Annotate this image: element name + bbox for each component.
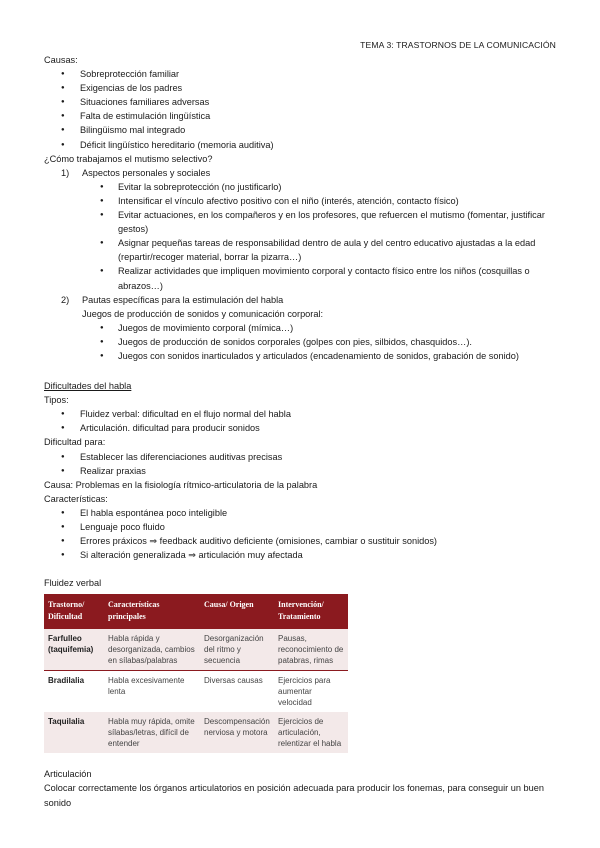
caracteristicas-list [44,506,564,562]
table-header-cell: Características principales [104,594,200,629]
table-cell: Habla rápida y desorganizada, cambios en sílabas/palabras [104,629,200,671]
articulacion-title: Articulación [44,769,92,780]
table-cell: Ejercicios para aumentar velocidad [274,671,348,713]
causas-title: Causas: [44,55,78,65]
causa-line: Causa: Problemas en la fisiología rítmico-articulatoria de la palabra [44,479,318,490]
dificultad-list [44,450,564,478]
mutismo-question: ¿Cómo trabajamos el mutismo selectivo? [44,153,213,164]
list-item: ● Juegos con sonidos inarticulados y articulados (encadenamiento de sonidos, grabación de sonido) [44,349,564,363]
table-header-cell: Causa/ Origen [200,594,274,629]
dificultad-label: Dificultad para: [44,437,106,448]
list-item: ● Si alteración generalizada ⇒ articulación muy afectada [44,548,564,562]
table-cell: Farfulleo (taquifemia) [44,629,104,671]
list-item: ● Bilingüismo mal integrado [44,123,564,137]
list-item: ● Déficit lingüístico hereditario (memoria auditiva) [44,138,564,152]
list-item: ● Lenguaje poco fluido [44,520,564,534]
list-item: ● Intensificar el vínculo afectivo positivo con el niño (interés, atención, contacto físico) [44,194,564,208]
point-title: Aspectos personales y sociales [82,167,211,178]
point-title: Pautas específicas para la estimulación del habla [82,294,284,305]
document-content [44,53,564,810]
articulacion-text: Colocar correctamente los órganos articulatorios en posición adecuada para producir los fonemas, para conseguir un buen sonido [44,783,544,808]
list-item: ● Realizar praxias [44,464,564,478]
list-item: ● Exigencias de los padres [44,81,564,95]
point-subtitle: Juegos de producción de sonidos y comunicación corporal: [82,308,324,319]
dificultades-title: Dificultades del habla [44,381,132,392]
point-number: 2) [61,294,70,305]
point-number: 1) [61,167,70,178]
table-cell: Diversas causas [200,671,274,713]
table-cell: Bradilalia [44,671,104,713]
mutismo-point-2 [44,293,564,307]
tipos-label: Tipos: [44,395,69,406]
table-cell: Descompensación nerviosa y motora [200,712,274,753]
list-item: ● El habla espontánea poco inteligible [44,506,564,520]
list-item: ● Asignar pequeñas tareas de responsabilidad dentro de aula y del centro educativo ajustadas a la edad (repartir/recoger material, borrar la pizarra…) [44,236,564,264]
causas-list [44,67,564,152]
table-cell: Pausas, reconocimiento de patabras, rimas [274,629,348,671]
page-header: TEMA 3: TRASTORNOS DE LA COMUNICACIÓN [360,40,556,50]
list-item: ● Evitar actuaciones, en los compañeros y en los profesores, que refuercen el mutismo (fomentar, justificar gestos) [44,208,564,236]
list-item: ● Juegos de movimiento corporal (mímica…) [44,321,564,335]
table-row [44,629,348,671]
list-item: ● Errores práxicos ⇒ feedback auditivo deficiente (omisiones, cambiar o sustituir sonidos) [44,534,564,548]
mutismo-point-2-list [44,321,564,363]
list-item: ● Situaciones familiares adversas [44,95,564,109]
list-item: ● Juegos de producción de sonidos corporales (golpes con pies, silbidos, chasquidos…). [44,335,564,349]
list-item: ● Realizar actividades que impliquen movimiento corporal y contacto físico entre los niños (cosquillas o abrazos…) [44,264,564,292]
table-cell: Ejercicios de articulación, relentizar el habla [274,712,348,753]
table-row [44,712,348,753]
table-header-cell: Trastorno/ Dificultad [44,594,104,629]
list-item: ● Sobreprotección familiar [44,67,564,81]
tipos-list [44,407,564,435]
table-cell: Habla muy rápida, omite sílabas/letras, difícil de entender [104,712,200,753]
list-item: ● Establecer las diferenciaciones auditivas precisas [44,450,564,464]
table-row [44,671,348,713]
fluidez-title: Fluidez verbal [44,578,102,589]
list-item: ● Evitar la sobreprotección (no justificarlo) [44,180,564,194]
table-header-cell: Intervención/ Tratamiento [274,594,348,629]
mutismo-point-1 [44,166,564,180]
list-item: ● Articulación. dificultad para producir sonidos [44,421,564,435]
table-cell: Habla excesivamente lenta [104,671,200,713]
table-cell: Taquilalia [44,712,104,753]
list-item: ● Fluidez verbal: dificultad en el flujo normal del habla [44,407,564,421]
table-cell: Desorganización del ritmo y secuencia [200,629,274,671]
mutismo-point-1-list [44,180,564,293]
caracteristicas-label: Características: [44,493,108,504]
fluidez-table [44,594,348,753]
list-item: ● Falta de estimulación lingüística [44,109,564,123]
table-header-row [44,594,348,629]
